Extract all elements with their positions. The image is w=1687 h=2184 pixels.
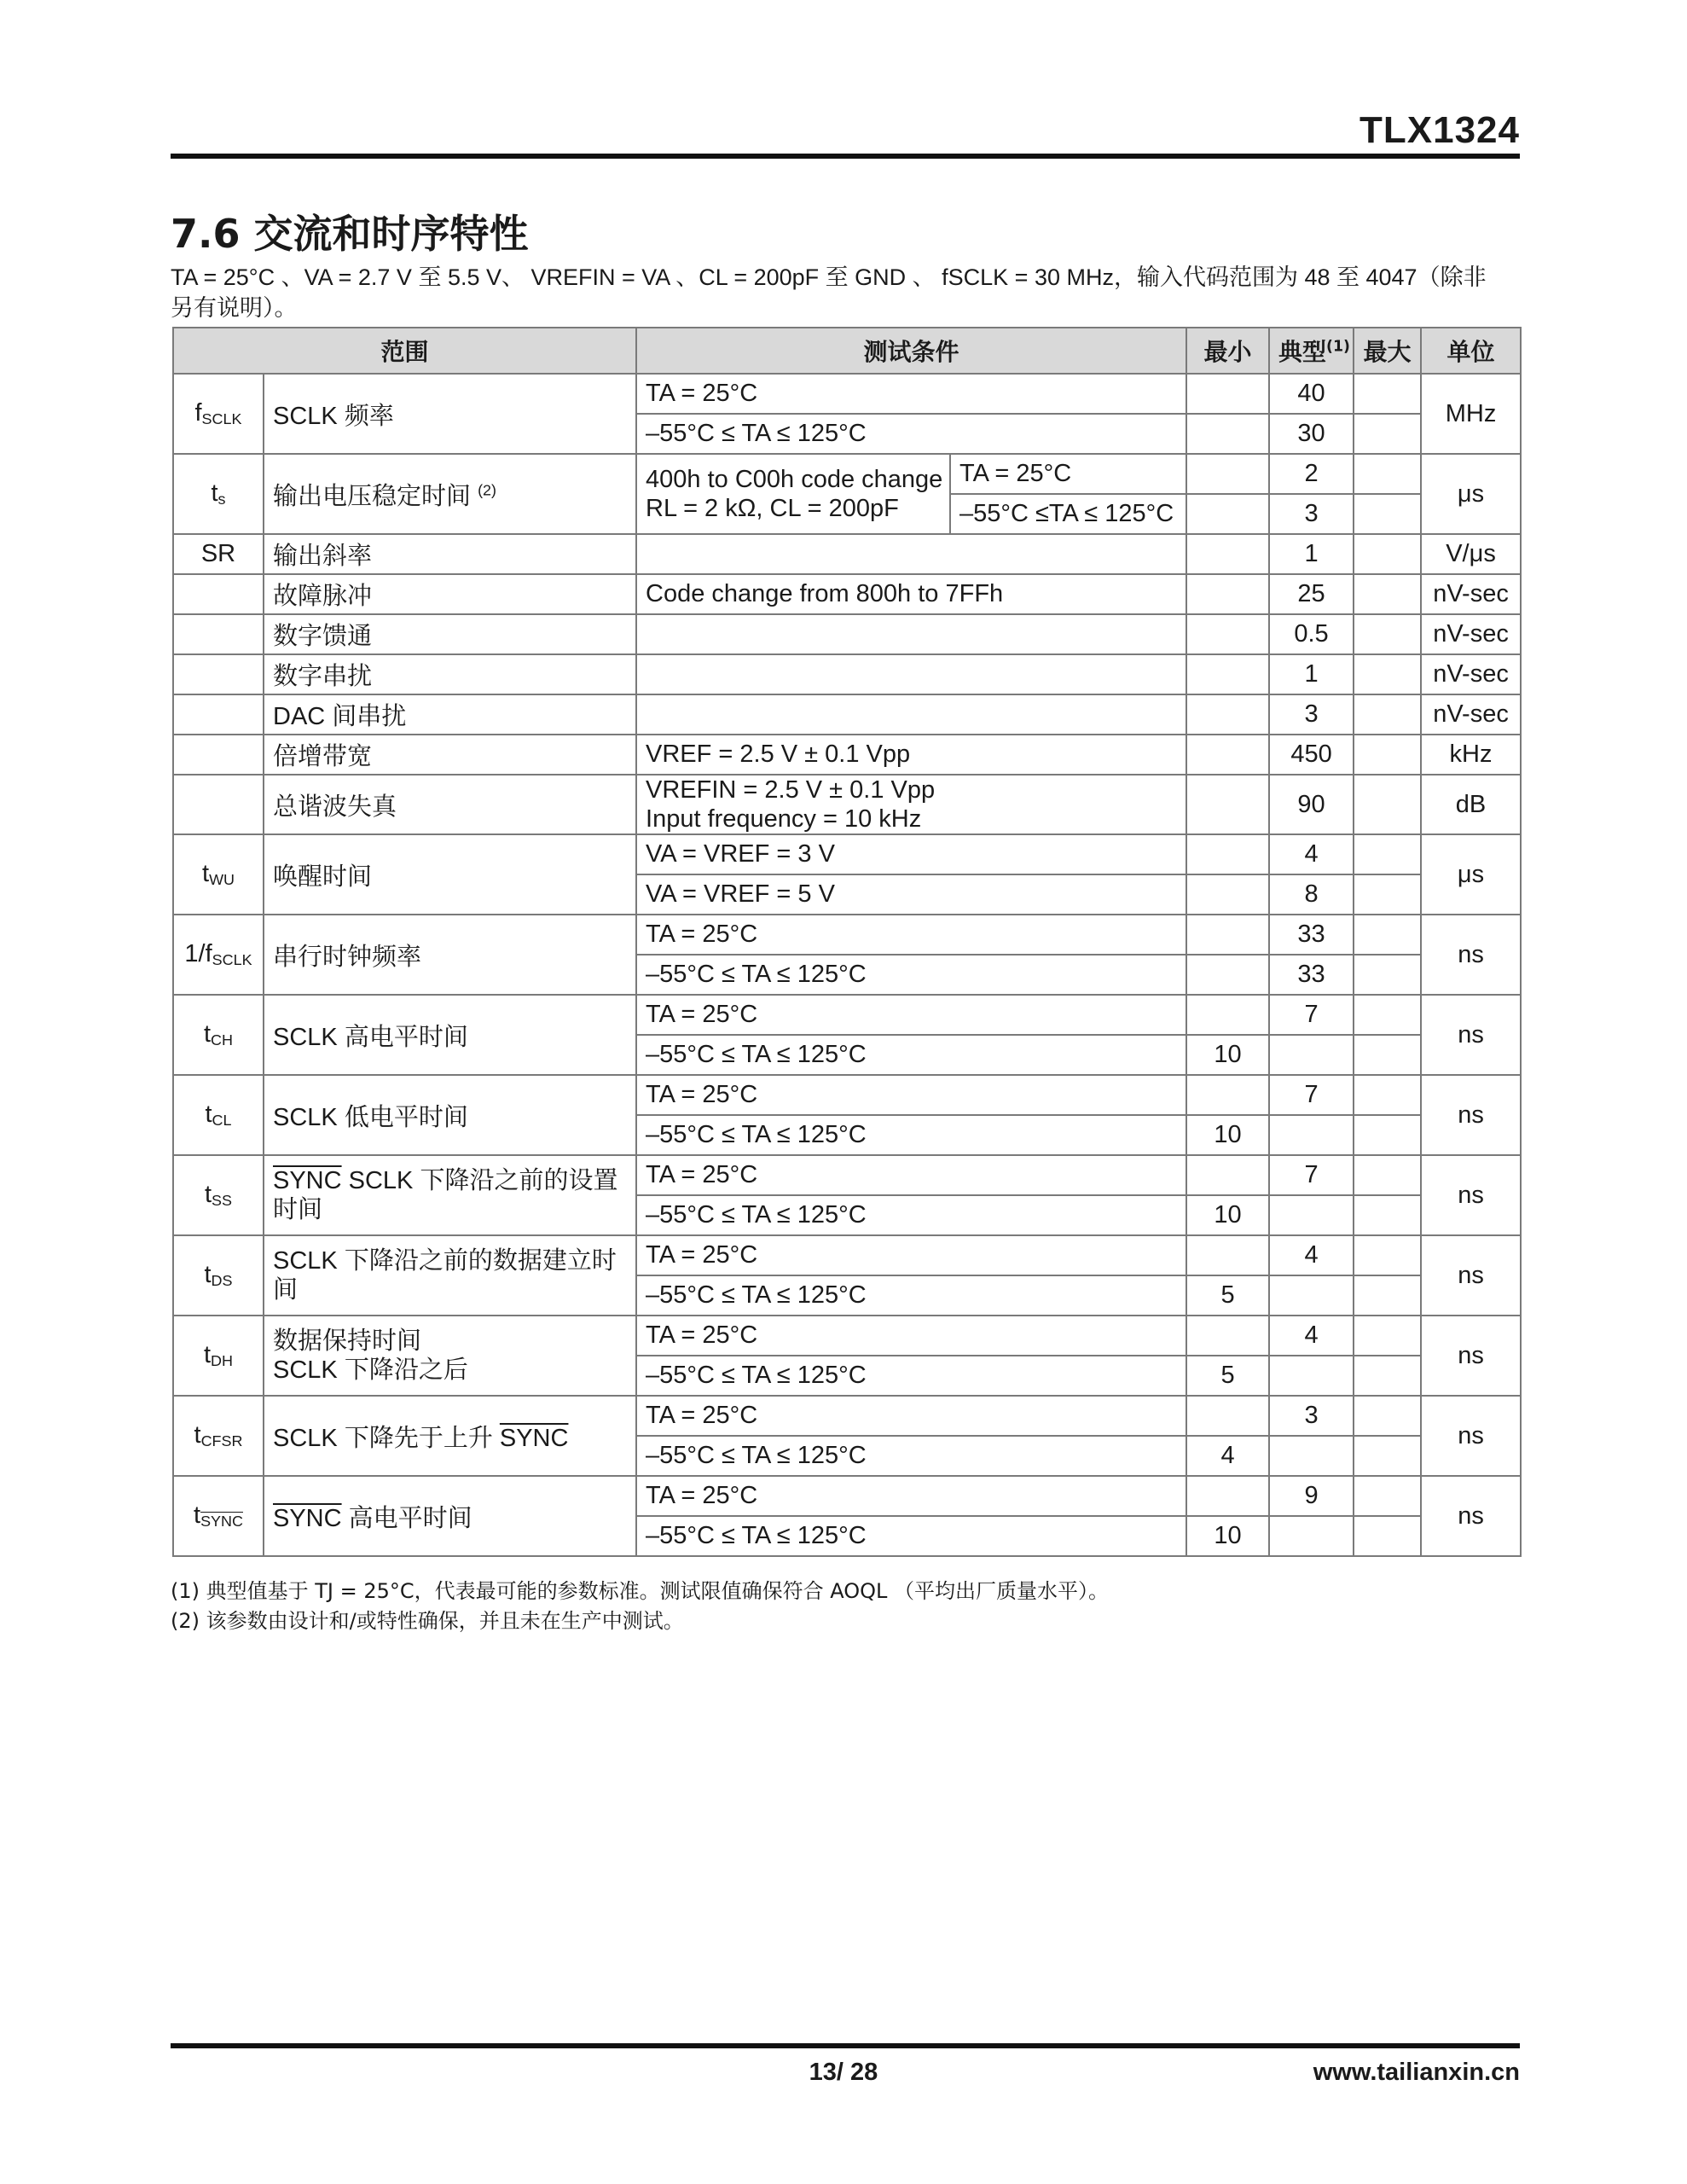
max-cell xyxy=(1354,1396,1421,1436)
typ-cell: 1 xyxy=(1269,534,1354,574)
param-cell: 输出电压稳定时间 $^{(2)}$ xyxy=(264,454,636,534)
max-cell xyxy=(1354,414,1421,454)
param-cell: SCLK 高电平时间 xyxy=(264,995,636,1075)
typ-cell: 40 xyxy=(1269,374,1354,414)
cond-cell: VA = VREF = 5 V xyxy=(636,874,1186,915)
footnote-2: (2) 该参数由设计和/或特性确保，并且未在生产中测试。 xyxy=(171,1609,684,1633)
cond-sub-cell: –55°C ≤TA ≤ 125°C xyxy=(950,494,1186,534)
typ-cell: 1 xyxy=(1269,654,1354,694)
table-row xyxy=(173,834,1521,874)
typ-cell: 30 xyxy=(1269,414,1354,454)
symbol-cell: $1/f_{SCLK}$ xyxy=(173,915,264,995)
cond-cell: VREFIN = 2.5 V ± 0.1 Vpp Input frequency = 10 kHz xyxy=(636,775,1186,834)
typ-cell xyxy=(1269,1436,1354,1476)
symbol-cell xyxy=(173,735,264,775)
cond-cell: TA = 25°C xyxy=(636,374,1186,414)
param-cell: 故障脉冲 xyxy=(264,574,636,614)
min-cell: 10 xyxy=(1186,1195,1269,1235)
min-cell xyxy=(1186,955,1269,995)
param-cell: 数字馈通 xyxy=(264,614,636,654)
unit-cell: dB xyxy=(1421,775,1521,834)
param-cell: 唤醒时间 xyxy=(264,834,636,915)
max-cell xyxy=(1354,1155,1421,1195)
unit-cell: ns xyxy=(1421,1075,1521,1155)
unit-cell: kHz xyxy=(1421,735,1521,775)
col-header-min: 最小 xyxy=(1186,328,1269,374)
symbol-cell xyxy=(173,574,264,614)
min-cell xyxy=(1186,414,1269,454)
max-cell xyxy=(1354,454,1421,494)
min-cell xyxy=(1186,1476,1269,1516)
max-cell xyxy=(1354,834,1421,874)
unit-cell: ns xyxy=(1421,915,1521,995)
table-header-row xyxy=(173,328,1521,374)
max-cell xyxy=(1354,614,1421,654)
conditions-line-1: TA = 25°C 、VA = 2.7 V 至 5.5 V、 VREFIN = VA 、CL = 200pF 至 GND 、 fSCLK = 30 MHz，输入代码范围为 48 至 4047（除非 xyxy=(171,264,1487,290)
cond-cell: VA = VREF = 3 V xyxy=(636,834,1186,874)
max-cell xyxy=(1354,775,1421,834)
cond-cell: TA = 25°C xyxy=(636,915,1186,955)
max-cell xyxy=(1354,995,1421,1035)
unit-cell: ns xyxy=(1421,995,1521,1075)
min-cell xyxy=(1186,1155,1269,1195)
max-cell xyxy=(1354,1115,1421,1155)
cond-sub-cell: TA = 25°C xyxy=(950,454,1186,494)
table-row xyxy=(173,1075,1521,1115)
typ-cell xyxy=(1269,1035,1354,1075)
param-cell: 串行时钟频率 xyxy=(264,915,636,995)
param-cell: SCLK 下降沿之前的数据建立时 间 xyxy=(264,1235,636,1316)
unit-cell: nV-sec xyxy=(1421,574,1521,614)
max-cell xyxy=(1354,574,1421,614)
unit-cell: ns xyxy=(1421,1476,1521,1556)
unit-cell: V/μs xyxy=(1421,534,1521,574)
symbol-cell: $t_{DS}$ xyxy=(173,1235,264,1316)
max-cell xyxy=(1354,1075,1421,1115)
website-link[interactable]: www.tailianxin.cn xyxy=(1313,2059,1520,2086)
cond-cell: TA = 25°C xyxy=(636,1075,1186,1115)
unit-cell: nV-sec xyxy=(1421,654,1521,694)
page-header xyxy=(171,109,1520,159)
cond-cell: TA = 25°C xyxy=(636,1396,1186,1436)
page-number: 13/ 28 xyxy=(809,2059,878,2086)
param-cell: SYNC SCLK 下降沿之前的设置 时间 xyxy=(264,1155,636,1235)
section-title: 7.6 交流和时序特性 xyxy=(171,211,529,257)
min-cell xyxy=(1186,534,1269,574)
typ-cell: 4 xyxy=(1269,1316,1354,1356)
footer-rule xyxy=(171,2043,1520,2048)
max-cell xyxy=(1354,915,1421,955)
min-cell: 10 xyxy=(1186,1516,1269,1556)
max-cell xyxy=(1354,1235,1421,1275)
max-cell xyxy=(1354,1476,1421,1516)
min-cell xyxy=(1186,694,1269,735)
typ-cell: 9 xyxy=(1269,1476,1354,1516)
typ-cell: 4 xyxy=(1269,834,1354,874)
param-cell: SCLK 低电平时间 xyxy=(264,1075,636,1155)
typ-cell xyxy=(1269,1516,1354,1556)
max-cell xyxy=(1354,1436,1421,1476)
table-row xyxy=(173,995,1521,1035)
typ-cell: 90 xyxy=(1269,775,1354,834)
min-cell xyxy=(1186,1316,1269,1356)
cond-cell xyxy=(636,694,1186,735)
symbol-cell xyxy=(173,614,264,654)
max-cell xyxy=(1354,494,1421,534)
unit-cell: ns xyxy=(1421,1396,1521,1476)
table-row xyxy=(173,1396,1521,1436)
cond-cell: –55°C ≤ TA ≤ 125°C xyxy=(636,1356,1186,1396)
cond-cell: –55°C ≤ TA ≤ 125°C xyxy=(636,1195,1186,1235)
table-row xyxy=(173,1476,1521,1516)
cond-cell: –55°C ≤ TA ≤ 125°C xyxy=(636,1275,1186,1316)
param-cell: SYNC 高电平时间 xyxy=(264,1476,636,1556)
conditions-line-2: 另有说明）。 xyxy=(171,295,298,321)
typ-cell xyxy=(1269,1275,1354,1316)
typ-cell xyxy=(1269,1195,1354,1235)
table-row xyxy=(173,775,1521,834)
param-cell: DAC 间串扰 xyxy=(264,694,636,735)
param-cell: 总谐波失真 xyxy=(264,775,636,834)
typ-cell: 2 xyxy=(1269,454,1354,494)
typ-cell: 0.5 xyxy=(1269,614,1354,654)
cond-cell xyxy=(636,534,1186,574)
typ-cell: 7 xyxy=(1269,1155,1354,1195)
table-footnotes xyxy=(171,1577,1520,1636)
document-id: TLX1324 xyxy=(1359,109,1520,151)
typ-cell xyxy=(1269,1115,1354,1155)
max-cell xyxy=(1354,534,1421,574)
cond-cell: –55°C ≤ TA ≤ 125°C xyxy=(636,1035,1186,1075)
max-cell xyxy=(1354,654,1421,694)
col-header-unit: 单位 xyxy=(1421,328,1521,374)
param-cell: 数字串扰 xyxy=(264,654,636,694)
typ-cell: 7 xyxy=(1269,995,1354,1035)
max-cell xyxy=(1354,874,1421,915)
table-row xyxy=(173,1235,1521,1275)
cond-cell: –55°C ≤ TA ≤ 125°C xyxy=(636,1516,1186,1556)
cond-cell: 400h to C00h code change RL = 2 kΩ, CL = 200pF xyxy=(636,454,950,534)
typ-cell xyxy=(1269,1356,1354,1396)
symbol-cell: SR xyxy=(173,534,264,574)
table-row xyxy=(173,614,1521,654)
symbol-cell: $t_s$ xyxy=(173,454,264,534)
typ-cell: 33 xyxy=(1269,915,1354,955)
cond-cell: –55°C ≤ TA ≤ 125°C xyxy=(636,1115,1186,1155)
min-cell xyxy=(1186,1235,1269,1275)
min-cell xyxy=(1186,1396,1269,1436)
unit-cell: MHz xyxy=(1421,374,1521,454)
ac-timing-table xyxy=(172,327,1522,1557)
min-cell xyxy=(1186,915,1269,955)
col-header-conditions: 测试条件 xyxy=(636,328,1186,374)
typ-cell: 8 xyxy=(1269,874,1354,915)
max-cell xyxy=(1354,955,1421,995)
typ-cell: 25 xyxy=(1269,574,1354,614)
min-cell: 10 xyxy=(1186,1115,1269,1155)
max-cell xyxy=(1354,1316,1421,1356)
symbol-cell: $t_{CH}$ xyxy=(173,995,264,1075)
unit-cell: nV-sec xyxy=(1421,694,1521,735)
cond-cell: –55°C ≤ TA ≤ 125°C xyxy=(636,955,1186,995)
cond-cell: TA = 25°C xyxy=(636,1155,1186,1195)
min-cell xyxy=(1186,494,1269,534)
symbol-cell: $t_{DH}$ xyxy=(173,1316,264,1396)
max-cell xyxy=(1354,1035,1421,1075)
symbol-cell: $t_{SS}$ xyxy=(173,1155,264,1235)
max-cell xyxy=(1354,1356,1421,1396)
min-cell xyxy=(1186,874,1269,915)
cond-cell: –55°C ≤ TA ≤ 125°C xyxy=(636,1436,1186,1476)
symbol-cell: $t_{SYNC}$ xyxy=(173,1476,264,1556)
min-cell xyxy=(1186,735,1269,775)
param-cell: 倍增带宽 xyxy=(264,735,636,775)
param-cell: SCLK 频率 xyxy=(264,374,636,454)
typ-header-label: 典型 xyxy=(1278,338,1327,366)
unit-cell: ns xyxy=(1421,1235,1521,1316)
unit-cell: nV-sec xyxy=(1421,614,1521,654)
max-cell xyxy=(1354,374,1421,414)
max-cell xyxy=(1354,1275,1421,1316)
cond-cell: VREF = 2.5 V ± 0.1 Vpp xyxy=(636,735,1186,775)
unit-cell: ns xyxy=(1421,1316,1521,1396)
min-cell xyxy=(1186,1075,1269,1115)
typ-cell: 3 xyxy=(1269,1396,1354,1436)
unit-cell: ns xyxy=(1421,1155,1521,1235)
cond-cell: TA = 25°C xyxy=(636,995,1186,1035)
test-conditions xyxy=(171,262,1520,323)
cond-cell: TA = 25°C xyxy=(636,1476,1186,1516)
table-row xyxy=(173,1316,1521,1356)
cond-cell: Code change from 800h to 7FFh xyxy=(636,574,1186,614)
min-cell: 10 xyxy=(1186,1035,1269,1075)
min-cell: 5 xyxy=(1186,1275,1269,1316)
unit-cell: μs xyxy=(1421,834,1521,915)
col-header-max: 最大 xyxy=(1354,328,1421,374)
table-row xyxy=(173,454,1521,494)
min-cell xyxy=(1186,834,1269,874)
cond-cell: TA = 25°C xyxy=(636,1235,1186,1275)
param-cell: 输出斜率 xyxy=(264,534,636,574)
col-header-typ xyxy=(1269,328,1354,374)
typ-cell: 3 xyxy=(1269,694,1354,735)
cond-cell: –55°C ≤ TA ≤ 125°C xyxy=(636,414,1186,454)
min-cell: 5 xyxy=(1186,1356,1269,1396)
typ-cell: 33 xyxy=(1269,955,1354,995)
cond-cell xyxy=(636,654,1186,694)
table-row xyxy=(173,694,1521,735)
cond-cell: TA = 25°C xyxy=(636,1316,1186,1356)
table-row xyxy=(173,735,1521,775)
table-row xyxy=(173,574,1521,614)
symbol-cell: $t_{CFSR}$ xyxy=(173,1396,264,1476)
max-cell xyxy=(1354,694,1421,735)
min-cell xyxy=(1186,614,1269,654)
typ-cell: 4 xyxy=(1269,1235,1354,1275)
min-cell: 4 xyxy=(1186,1436,1269,1476)
max-cell xyxy=(1354,1195,1421,1235)
table-row xyxy=(173,1155,1521,1195)
symbol-cell xyxy=(173,654,264,694)
max-cell xyxy=(1354,735,1421,775)
table-row xyxy=(173,534,1521,574)
typ-footnote-ref: (1) xyxy=(1326,338,1350,356)
min-cell xyxy=(1186,374,1269,414)
header-rule xyxy=(171,154,1520,159)
symbol-cell: $t_{WU}$ xyxy=(173,834,264,915)
min-cell xyxy=(1186,574,1269,614)
min-cell xyxy=(1186,654,1269,694)
typ-cell: 3 xyxy=(1269,494,1354,534)
min-cell xyxy=(1186,454,1269,494)
typ-cell: 450 xyxy=(1269,735,1354,775)
table-row xyxy=(173,915,1521,955)
table-row xyxy=(173,374,1521,414)
table-row xyxy=(173,654,1521,694)
symbol-cell: $t_{CL}$ xyxy=(173,1075,264,1155)
footnote-1: (1) 典型值基于 TJ = 25°C，代表最可能的参数标准。测试限值确保符合 AOQL （平均出厂质量水平）。 xyxy=(171,1579,1110,1603)
param-cell: SCLK 下降先于上升 SYNC xyxy=(264,1396,636,1476)
symbol-cell: $f_{SCLK}$ xyxy=(173,374,264,454)
max-cell xyxy=(1354,1516,1421,1556)
min-cell xyxy=(1186,995,1269,1035)
symbol-cell xyxy=(173,775,264,834)
col-header-range: 范围 xyxy=(173,328,636,374)
typ-cell: 7 xyxy=(1269,1075,1354,1115)
min-cell xyxy=(1186,775,1269,834)
cond-cell xyxy=(636,614,1186,654)
param-cell: 数据保持时间 SCLK 下降沿之后 xyxy=(264,1316,636,1396)
symbol-cell xyxy=(173,694,264,735)
unit-cell: μs xyxy=(1421,454,1521,534)
